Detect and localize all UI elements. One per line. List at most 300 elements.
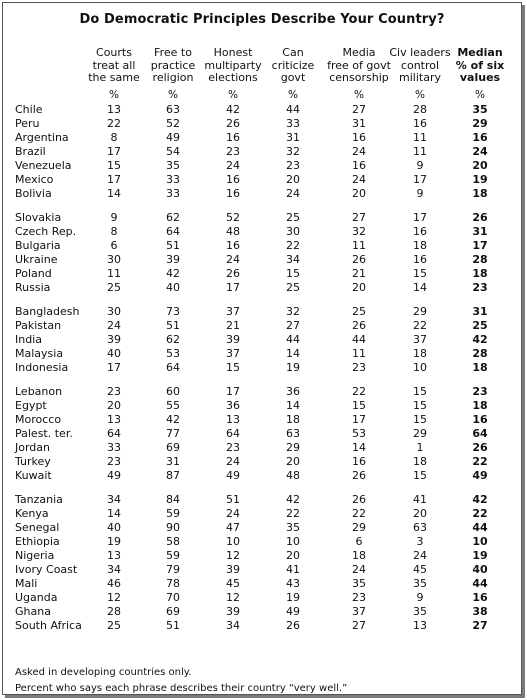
value-cell: 14: [286, 399, 300, 412]
median-cell: 18: [472, 361, 488, 374]
median-cell: 42: [472, 333, 488, 346]
value-cell: 16: [352, 455, 366, 468]
value-cell: 24: [226, 159, 240, 172]
table-row: [3, 521, 521, 534]
value-cell: 20: [286, 455, 300, 468]
value-cell: 30: [286, 225, 300, 238]
value-cell: 26: [226, 267, 240, 280]
value-cell: 27: [352, 619, 366, 632]
value-cell: 49: [286, 605, 300, 618]
value-cell: 18: [352, 549, 366, 562]
table-row: [3, 563, 521, 576]
chart-title: Do Democratic Principles Describe Your Country?: [79, 12, 445, 27]
value-cell: 15: [352, 399, 366, 412]
value-cell: 11: [352, 347, 366, 360]
value-cell: 13: [107, 103, 121, 116]
value-cell: 24: [286, 187, 300, 200]
country-name: Tanzania: [15, 493, 63, 506]
value-cell: 14: [107, 187, 121, 200]
value-cell: 33: [166, 173, 180, 186]
value-cell: 24: [352, 173, 366, 186]
country-name: Lebanon: [15, 385, 63, 398]
country-name: Jordan: [15, 441, 50, 454]
table-row: [3, 117, 521, 130]
value-cell: 6: [355, 535, 363, 548]
median-cell: 16: [472, 131, 488, 144]
country-name: Venezuela: [15, 159, 72, 172]
median-cell: 31: [472, 305, 488, 318]
value-cell: 11: [107, 267, 121, 280]
value-cell: 12: [107, 591, 121, 604]
value-cell: 19: [286, 361, 300, 374]
value-cell: 17: [413, 173, 427, 186]
value-cell: 60: [166, 385, 180, 398]
table-row: [3, 347, 521, 360]
value-cell: 26: [286, 619, 300, 632]
value-cell: 64: [107, 427, 121, 440]
country-name: Pakistan: [15, 319, 62, 332]
column-header: Can criticize govt: [271, 46, 315, 84]
value-cell: 11: [413, 145, 427, 158]
median-cell: 23: [472, 281, 488, 294]
value-cell: 20: [413, 507, 427, 520]
value-cell: 49: [107, 469, 121, 482]
median-cell: 23: [472, 385, 488, 398]
value-cell: 15: [413, 385, 427, 398]
value-cell: 26: [352, 493, 366, 506]
value-cell: 29: [352, 521, 366, 534]
median-cell: 64: [472, 427, 488, 440]
country-name: Indonesia: [15, 361, 69, 374]
table-row: [3, 619, 521, 632]
value-cell: 42: [166, 267, 180, 280]
value-cell: 22: [352, 385, 366, 398]
value-cell: 40: [166, 281, 180, 294]
median-cell: 22: [472, 507, 488, 520]
value-cell: 55: [166, 399, 180, 412]
table-row: [3, 225, 521, 238]
value-cell: 31: [166, 455, 180, 468]
median-cell: 38: [472, 605, 488, 618]
value-cell: 39: [226, 563, 240, 576]
value-cell: 15: [226, 361, 240, 374]
value-cell: 17: [107, 145, 121, 158]
country-name: Bangladesh: [15, 305, 80, 318]
unit-label: %: [475, 89, 485, 101]
table-row: [3, 469, 521, 482]
table-row: [3, 305, 521, 318]
value-cell: 49: [166, 131, 180, 144]
value-cell: 90: [166, 521, 180, 534]
value-cell: 46: [107, 577, 121, 590]
value-cell: 26: [352, 319, 366, 332]
value-cell: 24: [413, 549, 427, 562]
value-cell: 41: [413, 493, 427, 506]
value-cell: 69: [166, 605, 180, 618]
value-cell: 59: [166, 549, 180, 562]
value-cell: 24: [226, 507, 240, 520]
country-name: Peru: [15, 117, 40, 130]
value-cell: 73: [166, 305, 180, 318]
median-cell: 22: [472, 455, 488, 468]
value-cell: 15: [413, 413, 427, 426]
table-row: [3, 239, 521, 252]
value-cell: 77: [166, 427, 180, 440]
value-cell: 44: [352, 333, 366, 346]
value-cell: 11: [413, 131, 427, 144]
median-cell: 42: [472, 493, 488, 506]
value-cell: 16: [352, 131, 366, 144]
value-cell: 35: [352, 577, 366, 590]
table-row: [3, 441, 521, 454]
value-cell: 39: [226, 605, 240, 618]
value-cell: 25: [107, 619, 121, 632]
value-cell: 8: [110, 131, 118, 144]
unit-label: %: [109, 89, 119, 101]
value-cell: 13: [107, 549, 121, 562]
value-cell: 24: [226, 253, 240, 266]
value-cell: 10: [226, 535, 240, 548]
country-name: Morocco: [15, 413, 62, 426]
median-cell: 19: [472, 549, 488, 562]
value-cell: 36: [226, 399, 240, 412]
value-cell: 39: [226, 333, 240, 346]
value-cell: 20: [107, 399, 121, 412]
country-name: Uganda: [15, 591, 58, 604]
value-cell: 42: [286, 493, 300, 506]
value-cell: 22: [286, 507, 300, 520]
value-cell: 23: [226, 441, 240, 454]
value-cell: 9: [416, 187, 424, 200]
value-cell: 59: [166, 507, 180, 520]
unit-label: %: [354, 89, 364, 101]
table-row: [3, 577, 521, 590]
value-cell: 69: [166, 441, 180, 454]
value-cell: 62: [166, 211, 180, 224]
value-cell: 15: [413, 469, 427, 482]
country-name: Ivory Coast: [15, 563, 78, 576]
value-cell: 11: [352, 239, 366, 252]
value-cell: 17: [107, 173, 121, 186]
value-cell: 16: [226, 187, 240, 200]
median-cell: 10: [472, 535, 488, 548]
value-cell: 34: [107, 493, 121, 506]
country-name: Czech Rep.: [15, 225, 77, 238]
value-cell: 35: [413, 577, 427, 590]
table-row: [3, 427, 521, 440]
median-cell: 29: [472, 117, 488, 130]
median-cell: 49: [472, 469, 488, 482]
unit-label: %: [288, 89, 298, 101]
value-cell: 15: [413, 267, 427, 280]
value-cell: 21: [352, 267, 366, 280]
value-cell: 9: [110, 211, 118, 224]
value-cell: 3: [416, 535, 424, 548]
value-cell: 17: [107, 361, 121, 374]
country-name: Senegal: [15, 521, 60, 534]
value-cell: 22: [286, 239, 300, 252]
country-name: Kenya: [15, 507, 49, 520]
value-cell: 78: [166, 577, 180, 590]
value-cell: 44: [286, 103, 300, 116]
value-cell: 23: [352, 361, 366, 374]
value-cell: 16: [413, 117, 427, 130]
value-cell: 34: [226, 619, 240, 632]
value-cell: 58: [166, 535, 180, 548]
country-name: Ghana: [15, 605, 51, 618]
value-cell: 24: [107, 319, 121, 332]
value-cell: 28: [413, 103, 427, 116]
value-cell: 13: [413, 619, 427, 632]
value-cell: 15: [413, 399, 427, 412]
country-name: Argentina: [15, 131, 69, 144]
value-cell: 16: [226, 131, 240, 144]
table-row: [3, 333, 521, 346]
country-name: Mali: [15, 577, 38, 590]
value-cell: 26: [226, 117, 240, 130]
value-cell: 20: [286, 173, 300, 186]
country-name: Bolivia: [15, 187, 52, 200]
value-cell: 6: [110, 239, 118, 252]
value-cell: 8: [110, 225, 118, 238]
unit-label: %: [415, 89, 425, 101]
footnote: Asked in developing countries only.: [15, 667, 192, 678]
value-cell: 37: [413, 333, 427, 346]
table-row: [3, 145, 521, 158]
table-row: [3, 413, 521, 426]
value-cell: 84: [166, 493, 180, 506]
value-cell: 20: [352, 281, 366, 294]
value-cell: 10: [413, 361, 427, 374]
median-cell: 24: [472, 145, 488, 158]
value-cell: 52: [166, 117, 180, 130]
value-cell: 22: [413, 319, 427, 332]
value-cell: 20: [286, 549, 300, 562]
value-cell: 64: [166, 361, 180, 374]
value-cell: 16: [413, 253, 427, 266]
value-cell: 19: [107, 535, 121, 548]
value-cell: 24: [352, 563, 366, 576]
value-cell: 9: [416, 591, 424, 604]
table-row: [3, 131, 521, 144]
median-cell: 19: [472, 173, 488, 186]
unit-label: %: [168, 89, 178, 101]
value-cell: 37: [352, 605, 366, 618]
value-cell: 42: [166, 413, 180, 426]
country-name: Slovakia: [15, 211, 62, 224]
value-cell: 53: [352, 427, 366, 440]
table-row: [3, 549, 521, 562]
median-cell: 16: [472, 413, 488, 426]
value-cell: 37: [226, 347, 240, 360]
value-cell: 47: [226, 521, 240, 534]
value-cell: 16: [226, 173, 240, 186]
country-name: Turkey: [15, 455, 51, 468]
value-cell: 12: [226, 549, 240, 562]
country-name: South Africa: [15, 619, 82, 632]
median-cell: 18: [472, 267, 488, 280]
value-cell: 25: [286, 281, 300, 294]
table-row: [3, 103, 521, 116]
value-cell: 33: [286, 117, 300, 130]
value-cell: 63: [413, 521, 427, 534]
value-cell: 13: [107, 413, 121, 426]
value-cell: 34: [286, 253, 300, 266]
value-cell: 41: [286, 563, 300, 576]
unit-label: %: [228, 89, 238, 101]
table-row: [3, 605, 521, 618]
value-cell: 63: [286, 427, 300, 440]
value-cell: 49: [226, 469, 240, 482]
country-name: Malaysia: [15, 347, 64, 360]
value-cell: 51: [166, 319, 180, 332]
value-cell: 19: [286, 591, 300, 604]
value-cell: 10: [286, 535, 300, 548]
table-row: [3, 159, 521, 172]
value-cell: 40: [107, 347, 121, 360]
value-cell: 64: [166, 225, 180, 238]
country-name: Bulgaria: [15, 239, 61, 252]
country-name: Chile: [15, 103, 43, 116]
table-row: [3, 455, 521, 468]
country-name: Egypt: [15, 399, 47, 412]
value-cell: 30: [107, 253, 121, 266]
median-cell: 44: [472, 521, 488, 534]
value-cell: 18: [286, 413, 300, 426]
value-cell: 15: [107, 159, 121, 172]
value-cell: 34: [107, 563, 121, 576]
table-frame: [2, 2, 522, 695]
value-cell: 20: [352, 187, 366, 200]
column-header: Free to practice religion: [150, 46, 196, 84]
country-name: Mexico: [15, 173, 54, 186]
value-cell: 13: [226, 413, 240, 426]
value-cell: 16: [413, 225, 427, 238]
value-cell: 25: [107, 281, 121, 294]
table-row: [3, 319, 521, 332]
value-cell: 43: [286, 577, 300, 590]
table-row: [3, 361, 521, 374]
value-cell: 35: [413, 605, 427, 618]
value-cell: 26: [352, 253, 366, 266]
value-cell: 79: [166, 563, 180, 576]
value-cell: 17: [226, 385, 240, 398]
value-cell: 14: [413, 281, 427, 294]
value-cell: 32: [286, 145, 300, 158]
value-cell: 27: [352, 211, 366, 224]
value-cell: 33: [166, 187, 180, 200]
value-cell: 28: [107, 605, 121, 618]
table-row: [3, 399, 521, 412]
value-cell: 64: [226, 427, 240, 440]
value-cell: 27: [352, 103, 366, 116]
value-cell: 30: [107, 305, 121, 318]
value-cell: 45: [226, 577, 240, 590]
value-cell: 63: [166, 103, 180, 116]
median-cell: 44: [472, 577, 488, 590]
value-cell: 40: [107, 521, 121, 534]
country-name: Palest. ter.: [15, 427, 73, 440]
value-cell: 1: [416, 441, 424, 454]
value-cell: 51: [166, 619, 180, 632]
value-cell: 14: [107, 507, 121, 520]
median-cell: 17: [472, 239, 488, 252]
value-cell: 48: [286, 469, 300, 482]
value-cell: 52: [226, 211, 240, 224]
value-cell: 45: [413, 563, 427, 576]
value-cell: 9: [416, 159, 424, 172]
column-header: Median % of six values: [455, 46, 505, 84]
table-row: [3, 187, 521, 200]
value-cell: 70: [166, 591, 180, 604]
footnote: Percent who says each phrase describes their country “very well.”: [15, 683, 348, 694]
median-cell: 28: [472, 347, 488, 360]
value-cell: 54: [166, 145, 180, 158]
value-cell: 23: [107, 455, 121, 468]
value-cell: 51: [166, 239, 180, 252]
country-name: Brazil: [15, 145, 46, 158]
value-cell: 18: [413, 239, 427, 252]
value-cell: 24: [226, 455, 240, 468]
table-row: [3, 493, 521, 506]
value-cell: 23: [226, 145, 240, 158]
value-cell: 48: [226, 225, 240, 238]
value-cell: 35: [286, 521, 300, 534]
value-cell: 18: [413, 455, 427, 468]
table-row: [3, 507, 521, 520]
column-header: Media free of govt censorship: [327, 46, 391, 84]
country-name: Russia: [15, 281, 51, 294]
value-cell: 17: [226, 281, 240, 294]
table-row: [3, 211, 521, 224]
country-name: Poland: [15, 267, 52, 280]
table-row: [3, 267, 521, 280]
median-cell: 40: [472, 563, 488, 576]
value-cell: 33: [107, 441, 121, 454]
median-cell: 18: [472, 399, 488, 412]
value-cell: 25: [352, 305, 366, 318]
country-name: Nigeria: [15, 549, 55, 562]
value-cell: 12: [226, 591, 240, 604]
value-cell: 27: [286, 319, 300, 332]
value-cell: 37: [226, 305, 240, 318]
median-cell: 26: [472, 211, 488, 224]
median-cell: 28: [472, 253, 488, 266]
value-cell: 25: [286, 211, 300, 224]
value-cell: 51: [226, 493, 240, 506]
value-cell: 23: [107, 385, 121, 398]
table-row: [3, 281, 521, 294]
value-cell: 14: [286, 347, 300, 360]
country-name: Ukraine: [15, 253, 58, 266]
value-cell: 29: [413, 427, 427, 440]
table-row: [3, 535, 521, 548]
value-cell: 16: [226, 239, 240, 252]
country-name: Kuwait: [15, 469, 52, 482]
value-cell: 15: [286, 267, 300, 280]
median-cell: 16: [472, 591, 488, 604]
value-cell: 17: [352, 413, 366, 426]
value-cell: 16: [352, 159, 366, 172]
value-cell: 53: [166, 347, 180, 360]
value-cell: 22: [352, 507, 366, 520]
table-row: [3, 591, 521, 604]
value-cell: 36: [286, 385, 300, 398]
median-cell: 35: [472, 103, 488, 116]
value-cell: 24: [352, 145, 366, 158]
table-row: [3, 253, 521, 266]
median-cell: 20: [472, 159, 488, 172]
